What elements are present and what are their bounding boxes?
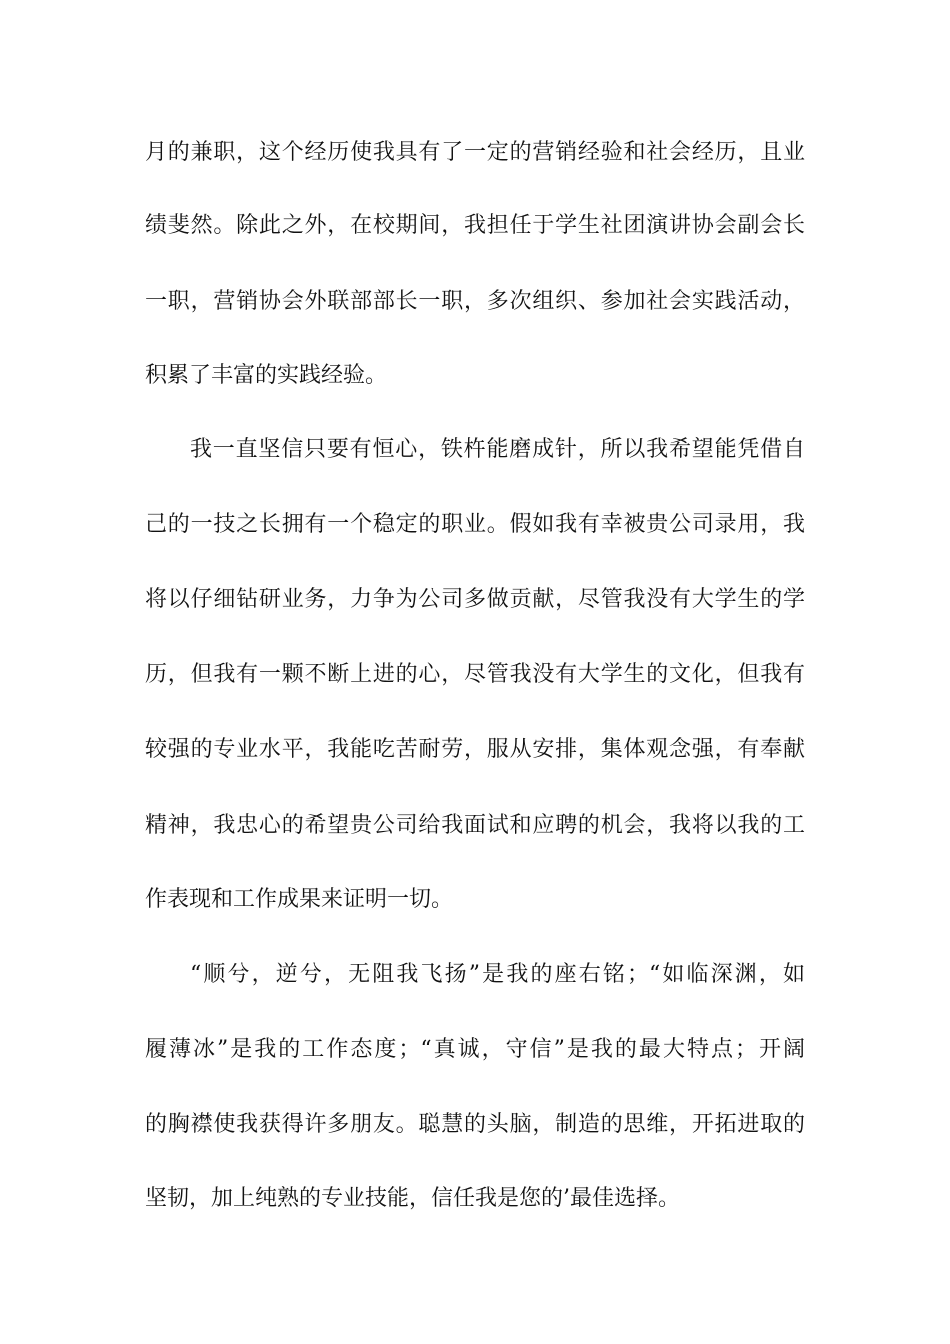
text-line: 将以仔细钻研业务，力争为公司多做贡献，尽管我没有大学生的学 bbox=[145, 587, 805, 612]
text-line: 历，但我有一颗不断上进的心，尽管我没有大学生的文化，但我有 bbox=[145, 662, 805, 687]
text-line: 月的兼职，这个经历使我具有了一定的营销经验和社会经历，且业 bbox=[145, 140, 805, 165]
text-line: 作表现和工作成果来证明一切。 bbox=[145, 887, 454, 912]
text-line: 的胸襟使我获得许多朋友。聪慧的头脑，制造的思维，开拓进取的 bbox=[145, 1112, 805, 1137]
text-line: 绩斐然。除此之外，在校期间，我担任于学生社团演讲协会副会长 bbox=[145, 213, 805, 238]
text-line: 坚韧，加上纯熟的专业技能，信任我是您的’最佳选择。 bbox=[145, 1186, 680, 1211]
text-line: 积累了丰富的实践经验。 bbox=[145, 363, 388, 388]
text-line: 较强的专业水平，我能吃苦耐劳，服从安排，集体观念强，有奉献 bbox=[145, 737, 805, 762]
paragraph-first-line: “顺兮，逆兮，无阻我飞扬”是我的座右铭；“如临深渊，如 bbox=[190, 962, 805, 987]
text-line: 一职，营销协会外联部部长一职，多次组织、参加社会实践活动， bbox=[145, 289, 805, 314]
text-line: 履薄冰”是我的工作态度；“真诚，守信”是我的最大特点；开阔 bbox=[145, 1037, 805, 1062]
paragraph-first-line: 我一直坚信只要有恒心，铁杵能磨成针，所以我希望能凭借自 bbox=[190, 437, 805, 462]
text-line: 精神，我忠心的希望贵公司给我面试和应聘的机会，我将以我的工 bbox=[145, 813, 805, 838]
text-line: 己的一技之长拥有一个稳定的职业。假如我有幸被贵公司录用，我 bbox=[145, 512, 805, 537]
